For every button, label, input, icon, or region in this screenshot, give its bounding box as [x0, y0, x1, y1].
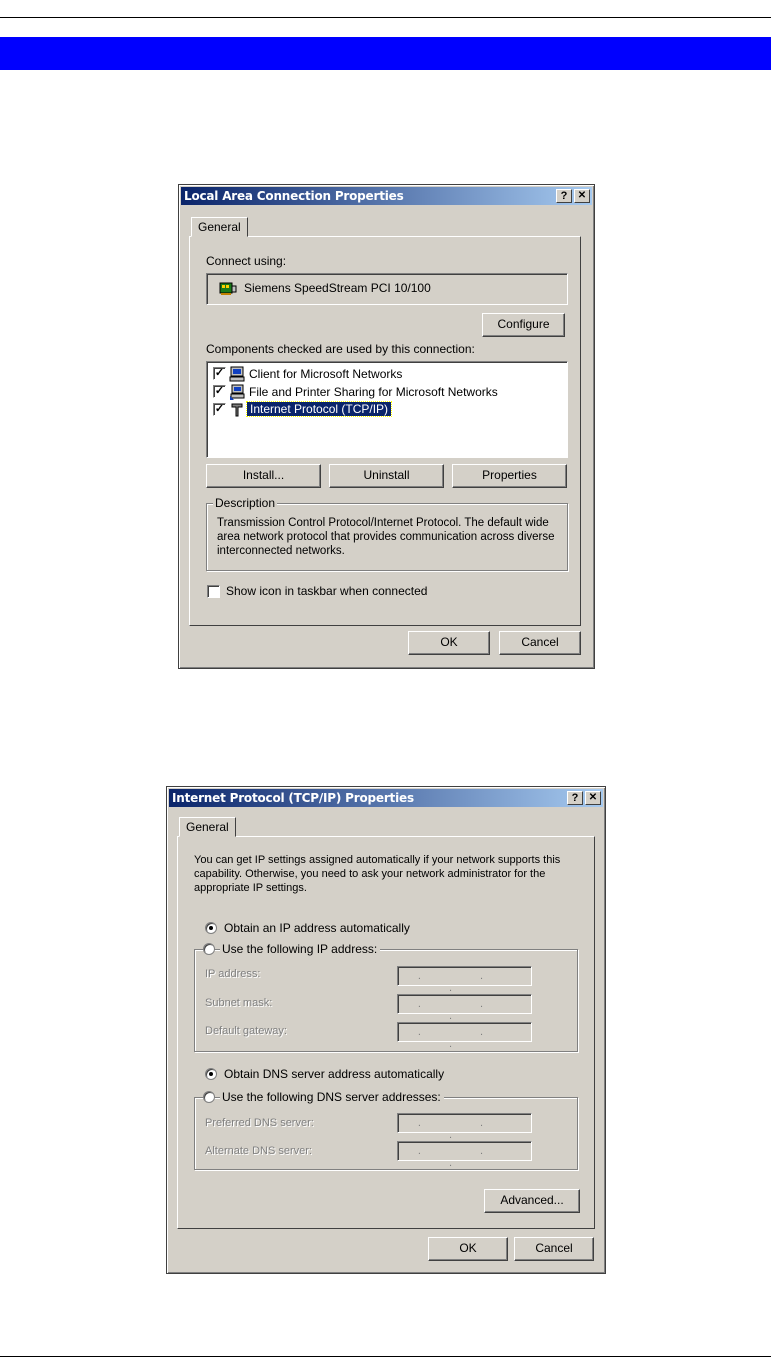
tcpip-properties-dialog — [166, 786, 606, 1274]
use-following-ip-label: Use the following IP address: — [220, 942, 380, 956]
uninstall-button[interactable]: Uninstall — [329, 464, 444, 488]
close-button[interactable]: ✕ — [574, 189, 590, 203]
adapter-name: Siemens SpeedStream PCI 10/100 — [244, 281, 431, 295]
protocol-icon — [229, 402, 245, 418]
help-button[interactable]: ? — [567, 791, 583, 805]
component-checkbox[interactable]: ✓ — [214, 385, 225, 397]
ip-address-label: IP address: — [205, 968, 261, 980]
top-rule — [0, 17, 771, 18]
use-following-dns-label: Use the following DNS server addresses: — [220, 1090, 444, 1104]
file-printer-sharing-icon — [229, 384, 245, 400]
ok-button[interactable]: OK — [428, 1237, 508, 1261]
connect-using-label: Connect using: — [206, 254, 287, 268]
alternate-dns-field[interactable] — [397, 1141, 532, 1169]
description-group — [206, 496, 568, 571]
default-gateway-field[interactable] — [397, 1022, 532, 1050]
intro-text: You can get IP settings assigned automatically if your network supports this capability. Otherwise, you need to ask your network administrator for the appropriate IP settings. — [194, 854, 561, 894]
configure-button[interactable]: Configure — [482, 313, 565, 337]
install-button[interactable]: Install... — [206, 464, 321, 488]
default-gateway-label: Default gateway: — [205, 1025, 287, 1037]
component-label: File and Printer Sharing for Microsoft Networks — [249, 385, 498, 399]
use-following-ip-radio[interactable] — [203, 943, 215, 955]
subnet-mask-label: Subnet mask: — [205, 997, 273, 1009]
components-list[interactable] — [206, 361, 568, 458]
client-network-icon — [229, 366, 245, 382]
use-following-dns-radio[interactable] — [203, 1091, 215, 1103]
description-text: Transmission Control Protocol/Internet Protocol. The default wide area network protocol that provides communication across diverse interconnected networks. — [217, 517, 555, 557]
cancel-button[interactable]: Cancel — [499, 631, 581, 655]
component-checkbox[interactable]: ✓ — [214, 367, 225, 379]
obtain-ip-auto-radio[interactable] — [205, 922, 217, 934]
description-legend: Description — [215, 496, 276, 510]
properties-button[interactable]: Properties — [452, 464, 567, 488]
title-bar[interactable] — [181, 187, 592, 205]
subnet-mask-dots: . . . — [417, 998, 512, 1022]
components-label: Components checked are used by this connection: — [206, 342, 475, 356]
obtain-dns-auto-radio[interactable] — [205, 1068, 217, 1080]
ip-address-dots: . . . — [417, 970, 512, 994]
subnet-mask-field[interactable] — [397, 994, 532, 1022]
show-icon-label: Show icon in taskbar when connected — [226, 584, 428, 598]
tab-general[interactable]: General — [179, 817, 236, 837]
component-label: Internet Protocol (TCP/IP) — [247, 402, 391, 416]
obtain-dns-auto-label: Obtain DNS server address automatically — [224, 1067, 445, 1081]
local-area-connection-dialog — [178, 184, 595, 669]
bottom-rule — [0, 1356, 771, 1357]
obtain-ip-auto-label: Obtain an IP address automatically — [224, 921, 410, 935]
list-item[interactable] — [213, 366, 553, 382]
dialog-title: Local Area Connection Properties — [184, 189, 404, 203]
preferred-dns-field[interactable] — [397, 1113, 532, 1141]
close-button[interactable]: ✕ — [585, 791, 601, 805]
preferred-dns-dots: . . . — [417, 1117, 512, 1141]
list-item[interactable] — [213, 402, 553, 418]
adapter-field — [206, 273, 568, 305]
preferred-dns-label: Preferred DNS server: — [205, 1117, 314, 1129]
cancel-button[interactable]: Cancel — [514, 1237, 594, 1261]
component-label: Client for Microsoft Networks — [249, 367, 403, 381]
section-header-band — [0, 37, 771, 70]
advanced-button[interactable]: Advanced... — [484, 1189, 580, 1213]
default-gateway-dots: . . . — [417, 1026, 512, 1050]
component-checkbox[interactable]: ✓ — [214, 403, 225, 415]
dialog-title: Internet Protocol (TCP/IP) Properties — [172, 791, 414, 805]
show-icon-checkbox[interactable] — [207, 585, 220, 598]
alternate-dns-dots: . . . — [417, 1145, 512, 1169]
ip-address-field[interactable] — [397, 966, 532, 994]
title-bar[interactable] — [169, 789, 603, 807]
ok-button[interactable]: OK — [408, 631, 490, 655]
alternate-dns-label: Alternate DNS server: — [205, 1145, 312, 1157]
tab-general[interactable]: General — [191, 217, 248, 237]
help-button[interactable]: ? — [556, 189, 572, 203]
network-adapter-icon — [219, 282, 237, 296]
list-item[interactable] — [213, 384, 553, 400]
